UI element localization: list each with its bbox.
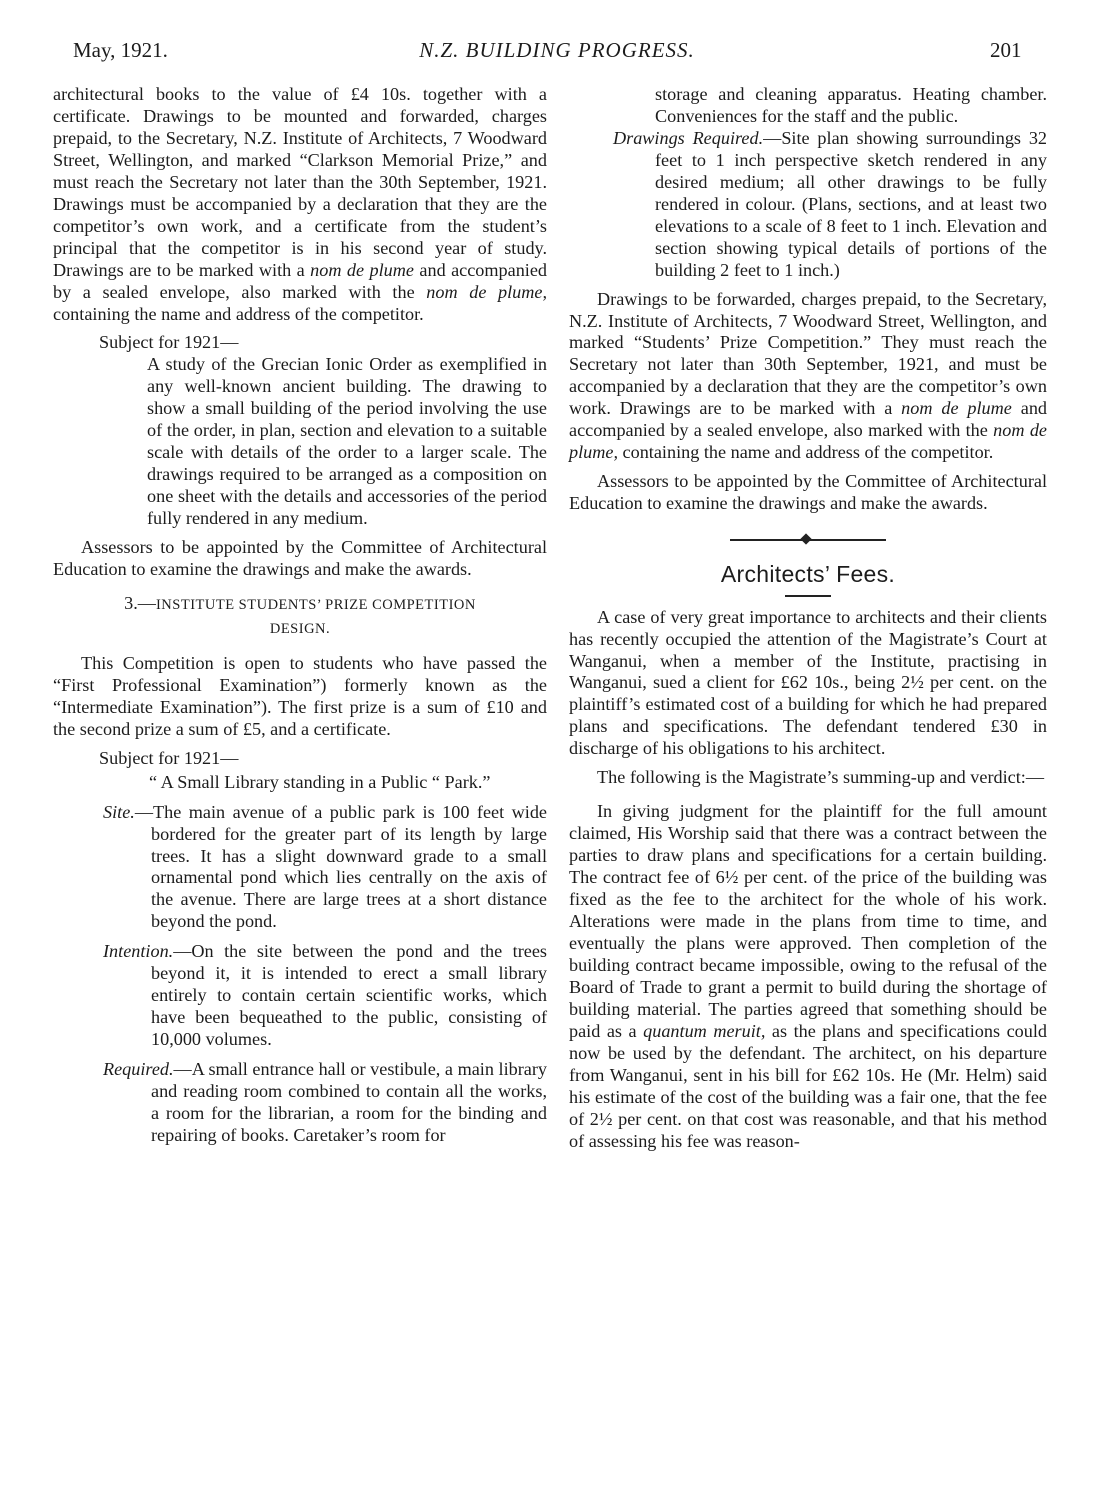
intention-paragraph: Intention.—On the site between the pond and the trees beyond it, it is intended to erect a small library entirely to contain certain scientific works, which have been bequeathed to the public, consisting of 10,000 volumes. [103, 941, 547, 1050]
right-column [569, 84, 1047, 1152]
page-number: 201 [990, 38, 1022, 62]
fees-paragraph-3: In giving judgment for the plaintiff for the full amount claimed, His Worship said that there was a contract between the parties to draw plans and specifications for a certain building. The contract fee of 6½ per cent. of the price of the building was fixed as the fee to the architect for the whole of his work. Alterations were made in the plans from time to time, and eventually the plans were approved. Then completion of the building contract became impossible, owing to the refusal of the Board of Trade to grant a permit to build during the shortage of building material. The parties agreed that something should be paid as a quantum meruit, as the plans and specifications could now be used by the defendant. The architect, on his departure from Wanganui, sent in his bill for £62 10s. He (Mr. Helm) said his estimate of the cost of the building was a fair one, that the fee of 2½ per cent. on that cost was reasonable, and that his method of assessing his fee was reason- [569, 801, 1047, 1151]
article-title: Architects’ Fees. [720, 561, 896, 588]
subject-body-1: A study of the Grecian Ionic Order as exemplified in any well-known ancient building. The drawing to show a small building of the period involving the use of the order, in plan, section and elevation to a suitable scale with details of the order to a larger scale. The drawings required to be arranged as a composition on one sheet with the details and accessories of the period fully rendered in any medium. [147, 354, 547, 529]
required-continuation: storage and cleaning apparatus. Heating chamber. Conveniences for the staff and the public. [655, 84, 1047, 126]
drawings-required-paragraph: Drawings Required.—Site plan showing surroundings 32 feet to 1 inch perspective sketch rendered in any desired medium; all other drawings to be fully rendered in colour. (Plans, sections, and at least two elevations to a scale of 8 feet to 1 inch. Elevation and section showing typical details of portions of the building 2 feet to 1 inch.) [613, 127, 1048, 280]
header-date: May, 1921. [73, 38, 168, 62]
site-paragraph: Site.—The main avenue of a public park is 100 feet wide bordered for the greater part of its length by large trees. It has a slight downward grade to a small ornamental pond which lies centrally on the axis of the avenue. There are large trees at a short distance beyond the pond. [103, 801, 547, 932]
competition-intro: This Competition is open to students who have passed the “First Professional Examination”) formerly known as the “Intermediate Examination”). The first prize is a sum of £10 and the second prize a sum of £5, and a certificate. [53, 652, 547, 739]
forwarding-paragraph: Drawings to be forwarded, charges prepaid, to the Secretary, N.Z. Institute of Architects, 7 Woodward Street, Wellington, and marked “Students’ Prize Competition.” They must reach the Secretary not later than 30th September, 1921, and must be accompanied by a declaration that they are the competitor’s own work. Drawings are to be marked with a nom de plume and accompanied by a sealed envelope, also marked with the nom de plume, containing the name and address of the competitor. [569, 288, 1048, 463]
section-divider [730, 533, 886, 547]
assessors-paragraph-1: Assessors to be appointed by the Committee of Architectural Education to examine the drawings and make the awards. [53, 537, 547, 580]
title-underline [785, 595, 831, 597]
fees-paragraph-2: The following is the Magistrate’s summing-up and verdict:— [597, 767, 1045, 788]
journal-title: N.Z. BUILDING PROGRESS. [419, 38, 695, 62]
left-column [53, 84, 547, 1147]
assessors-paragraph-2: Assessors to be appointed by the Committee of Architectural Education to examine the drawings and make the awards. [569, 471, 1047, 514]
subject-heading-1: Subject for 1921— [99, 332, 239, 353]
subject-quote: “ A Small Library standing in a Public “ Park.” [149, 771, 491, 792]
subject-heading-2: Subject for 1921— [99, 747, 239, 768]
required-paragraph: Required.—A small entrance hall or vestibule, a main library and reading room combined to contain all the works, a room for the librarian, a room for the binding and repairing of books. Caretaker’s room for [103, 1059, 547, 1145]
fees-paragraph-1: A case of very great importance to architects and their clients has recently occupied the attention of the Magistrate’s Court at Wanganui, when a member of the Institute, practising in Wanganui, sued a client for £62 10s., being 2½ per cent. on the plaintiff’s estimated cost of a building for which he had prepared plans and specifications. The defendant tendered £30 in discharge of his obligations to his architect. [569, 606, 1047, 759]
clarkson-paragraph: architectural books to the value of £4 10s. together with a certificate. Drawings to be mounted and forwarded, charges prepaid, to the Secretary, N.Z. Institute of Architects, 7 Woodward Street, Wellington, and marked “Clarkson Memorial Prize,” and must reach the Secretary not later than the 30th September, 1921. Drawings must be accompanied by a declaration that they are the competitor’s own work, and a certificate from the student’s principal that the competitor is in his second year of study. Drawings are to be marked with a nom de plume and accompanied by a sealed envelope, also marked with the nom de plume, containing the name and address of the competitor. [53, 84, 548, 324]
section-3-heading: 3.—INSTITUTE STUDENTS’ PRIZE COMPETITION DESIGN. [124, 592, 476, 637]
